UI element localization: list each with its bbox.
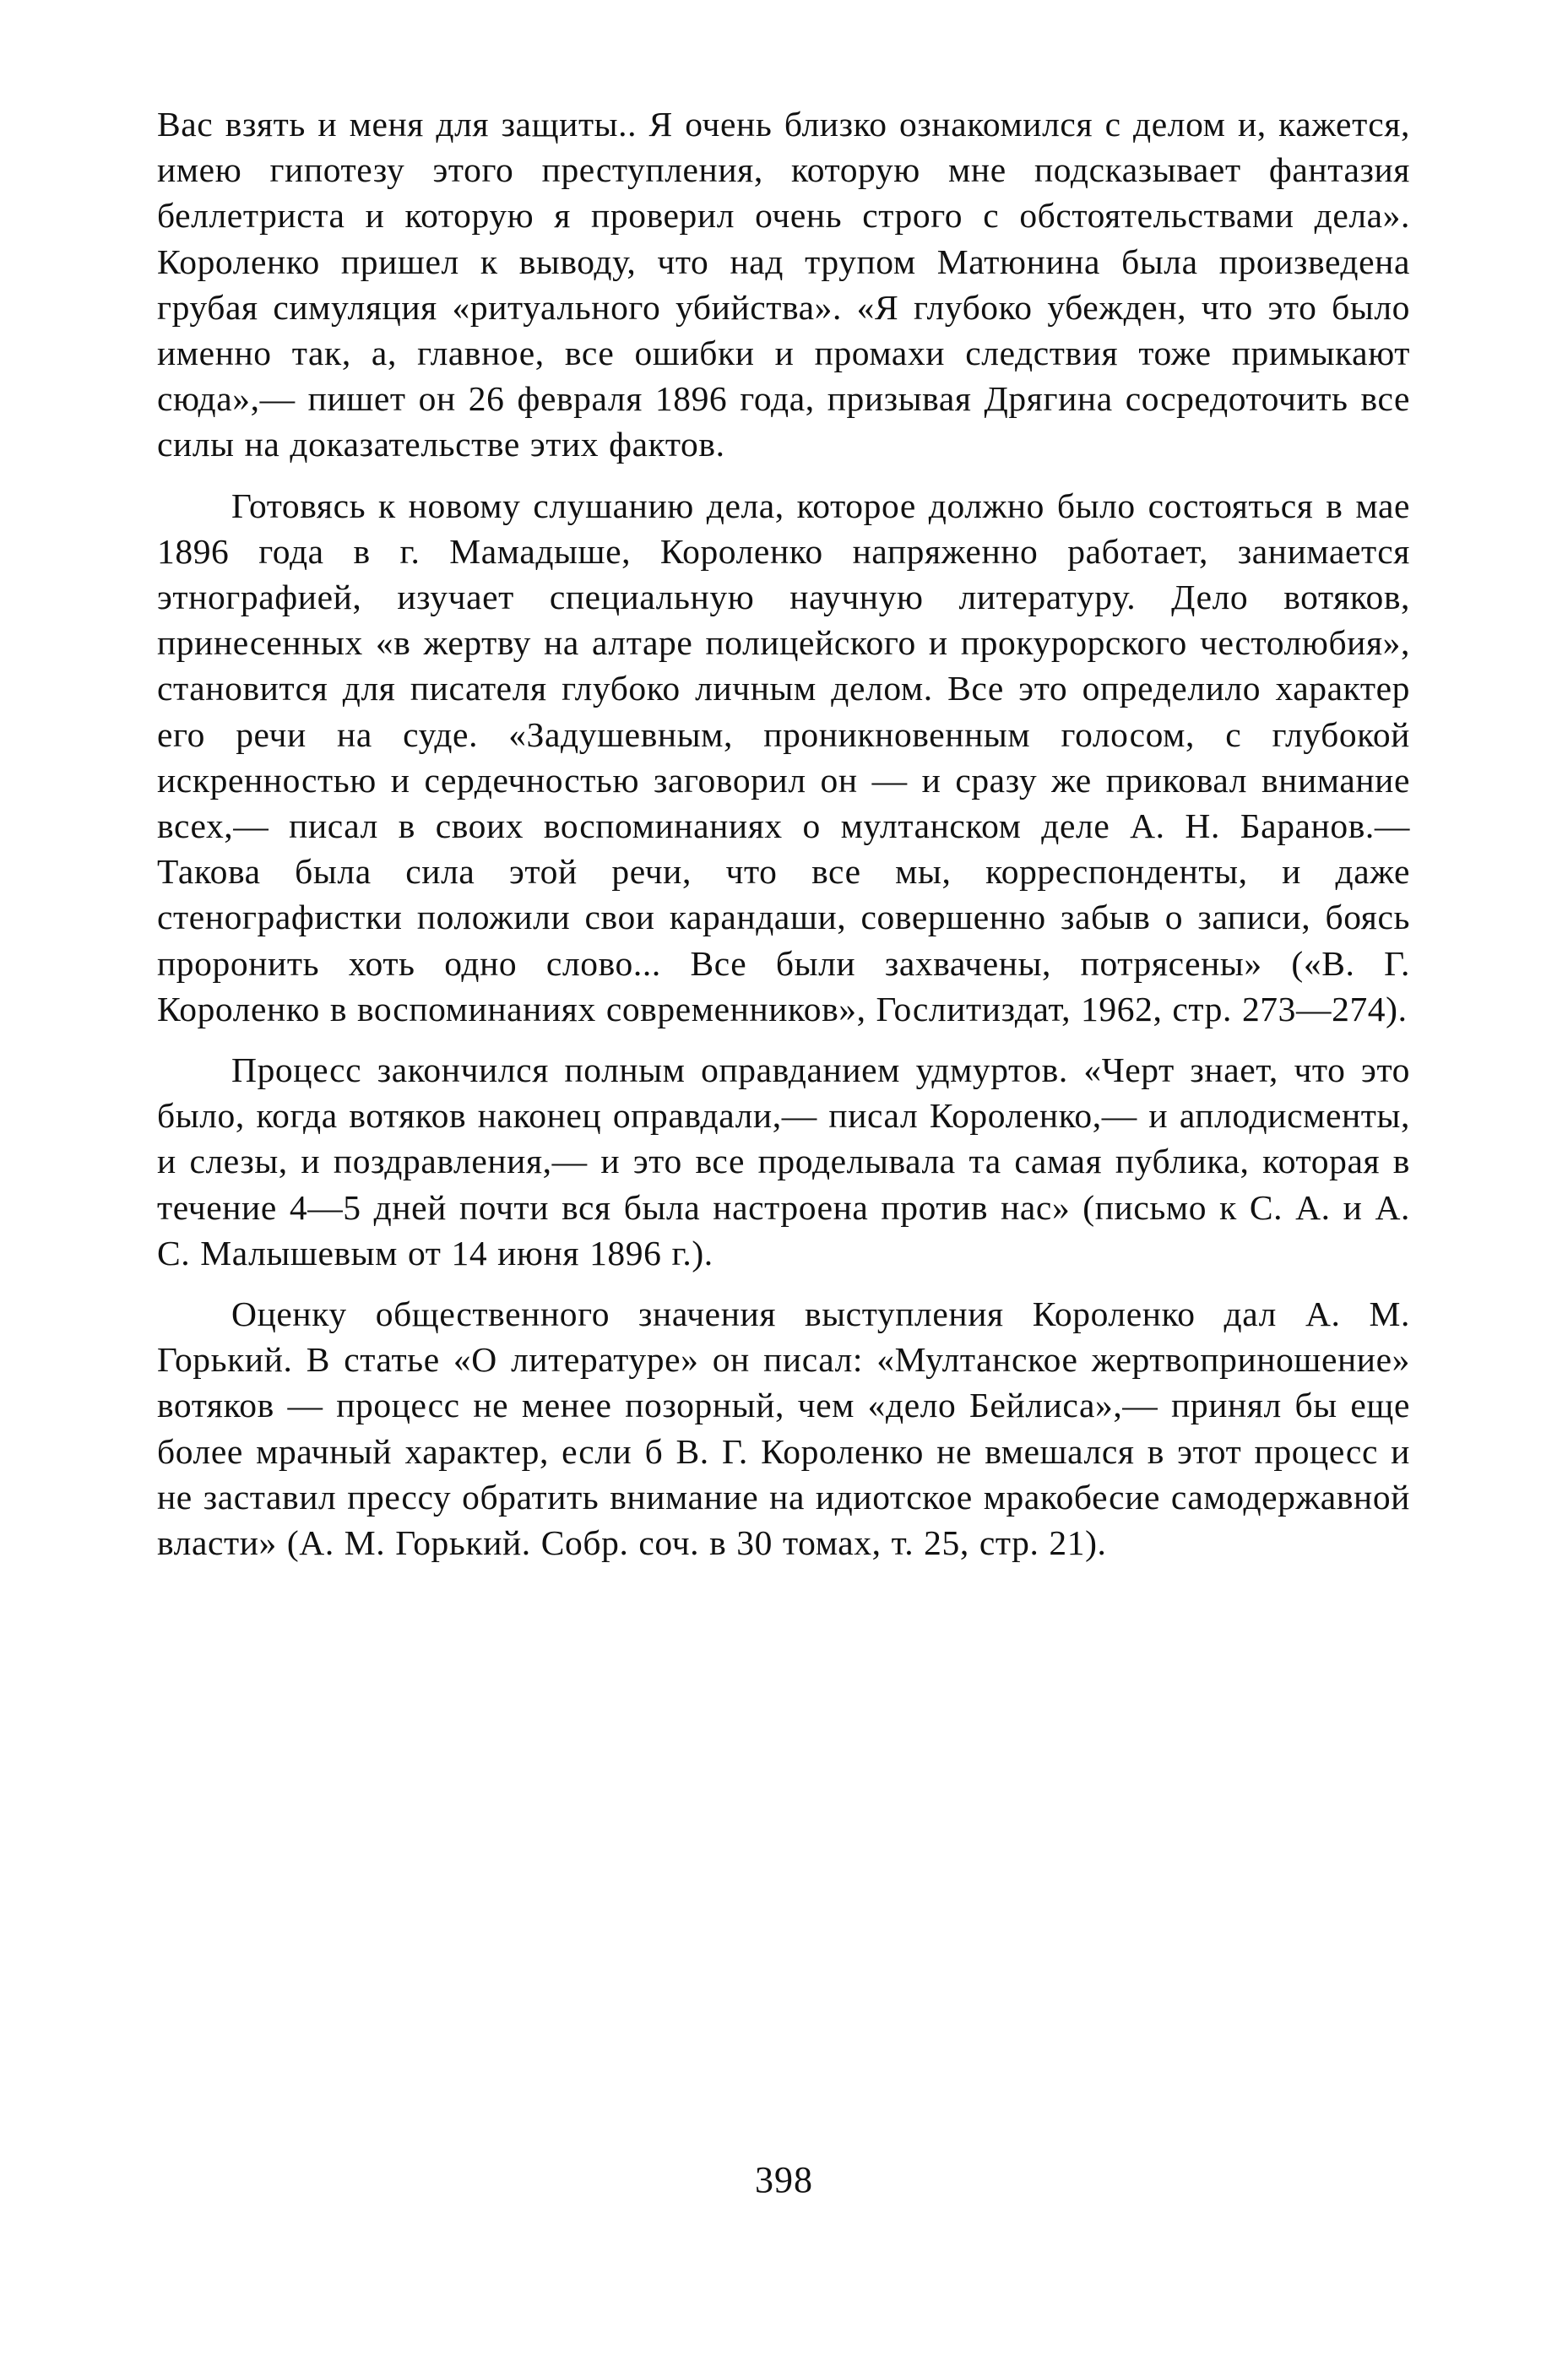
paragraph-1: Вас взять и меня для защиты.. Я очень близко ознакомился с делом и, кажется, имею гипотезу этого преступления, которую мне подсказывает фантазия беллетриста и которую я проверил очень строго с обстоятельствами дела». Короленко пришел к выводу, что над трупом Матюнина была произведена грубая симуляция «ритуального убийства». «Я глубоко убежден, что это было именно так, а, главное, все ошибки и промахи следствия тоже примыкают сюда»,— пишет он 26 февраля 1896 года, призывая Дрягина сосредоточить все силы на доказательстве этих фактов. <box>157 105 1410 464</box>
paragraph-4: Оценку общественного значения выступления Короленко дал А. М. Горький. В статье «О литературе» он писал: «Мултанское жертвоприношение» вотяков — процесс не менее позорный, чем «дело Бейлиса»,— принял бы еще более мрачный характер, если б В. Г. Короленко не вмешался в этот процесс и не заставил прессу обратить внимание на идиотское мракобесие самодержавной власти» (А. М. Горький. Собр. соч. в 30 томах, т. 25, стр. 21). <box>157 1294 1410 1563</box>
paragraph-3: Процесс закончился полным оправданием удмуртов. «Черт знает, что это было, когда вотяков наконец оправдали,— писал Короленко,— и аплодисменты, и слезы, и поздравления,— и это все проделывала та самая публика, которая в течение 4—5 дней почти вся была настроена против нас» (письмо к С. А. и А. С. Малышевым от 14 июня 1896 г.). <box>157 1050 1410 1273</box>
paragraph-2: Готовясь к новому слушанию дела, которое должно было состояться в мае 1896 года в г. Мамадыше, Короленко напряженно работает, занимается этнографией, изучает специальную научную литературу. Дело вотяков, принесенных «в жертву на алтаре полицейского и прокурорского честолюбия», становится для писателя глубоко личным делом. Все это определило характер его речи на суде. «Задушевным, проникновенным голосом, с глубокой искренностью и сердечностью заговорил он — и сразу же приковал внимание всех,— писал в своих воспоминаниях о мултанском деле А. Н. Баранов.— Такова была сила этой речи, что все мы, корреспонденты, и даже стенографистки положили свои карандаши, совершенно забыв о записи, боясь проронить хоть одно слово... Все были захвачены, потрясены» («В. Г. Короленко в воспоминаниях современников», Гослитиздат, 1962, стр. 273—274). <box>157 486 1410 1028</box>
page-number: 398 <box>755 2159 813 2200</box>
page-body <box>157 101 1410 1566</box>
